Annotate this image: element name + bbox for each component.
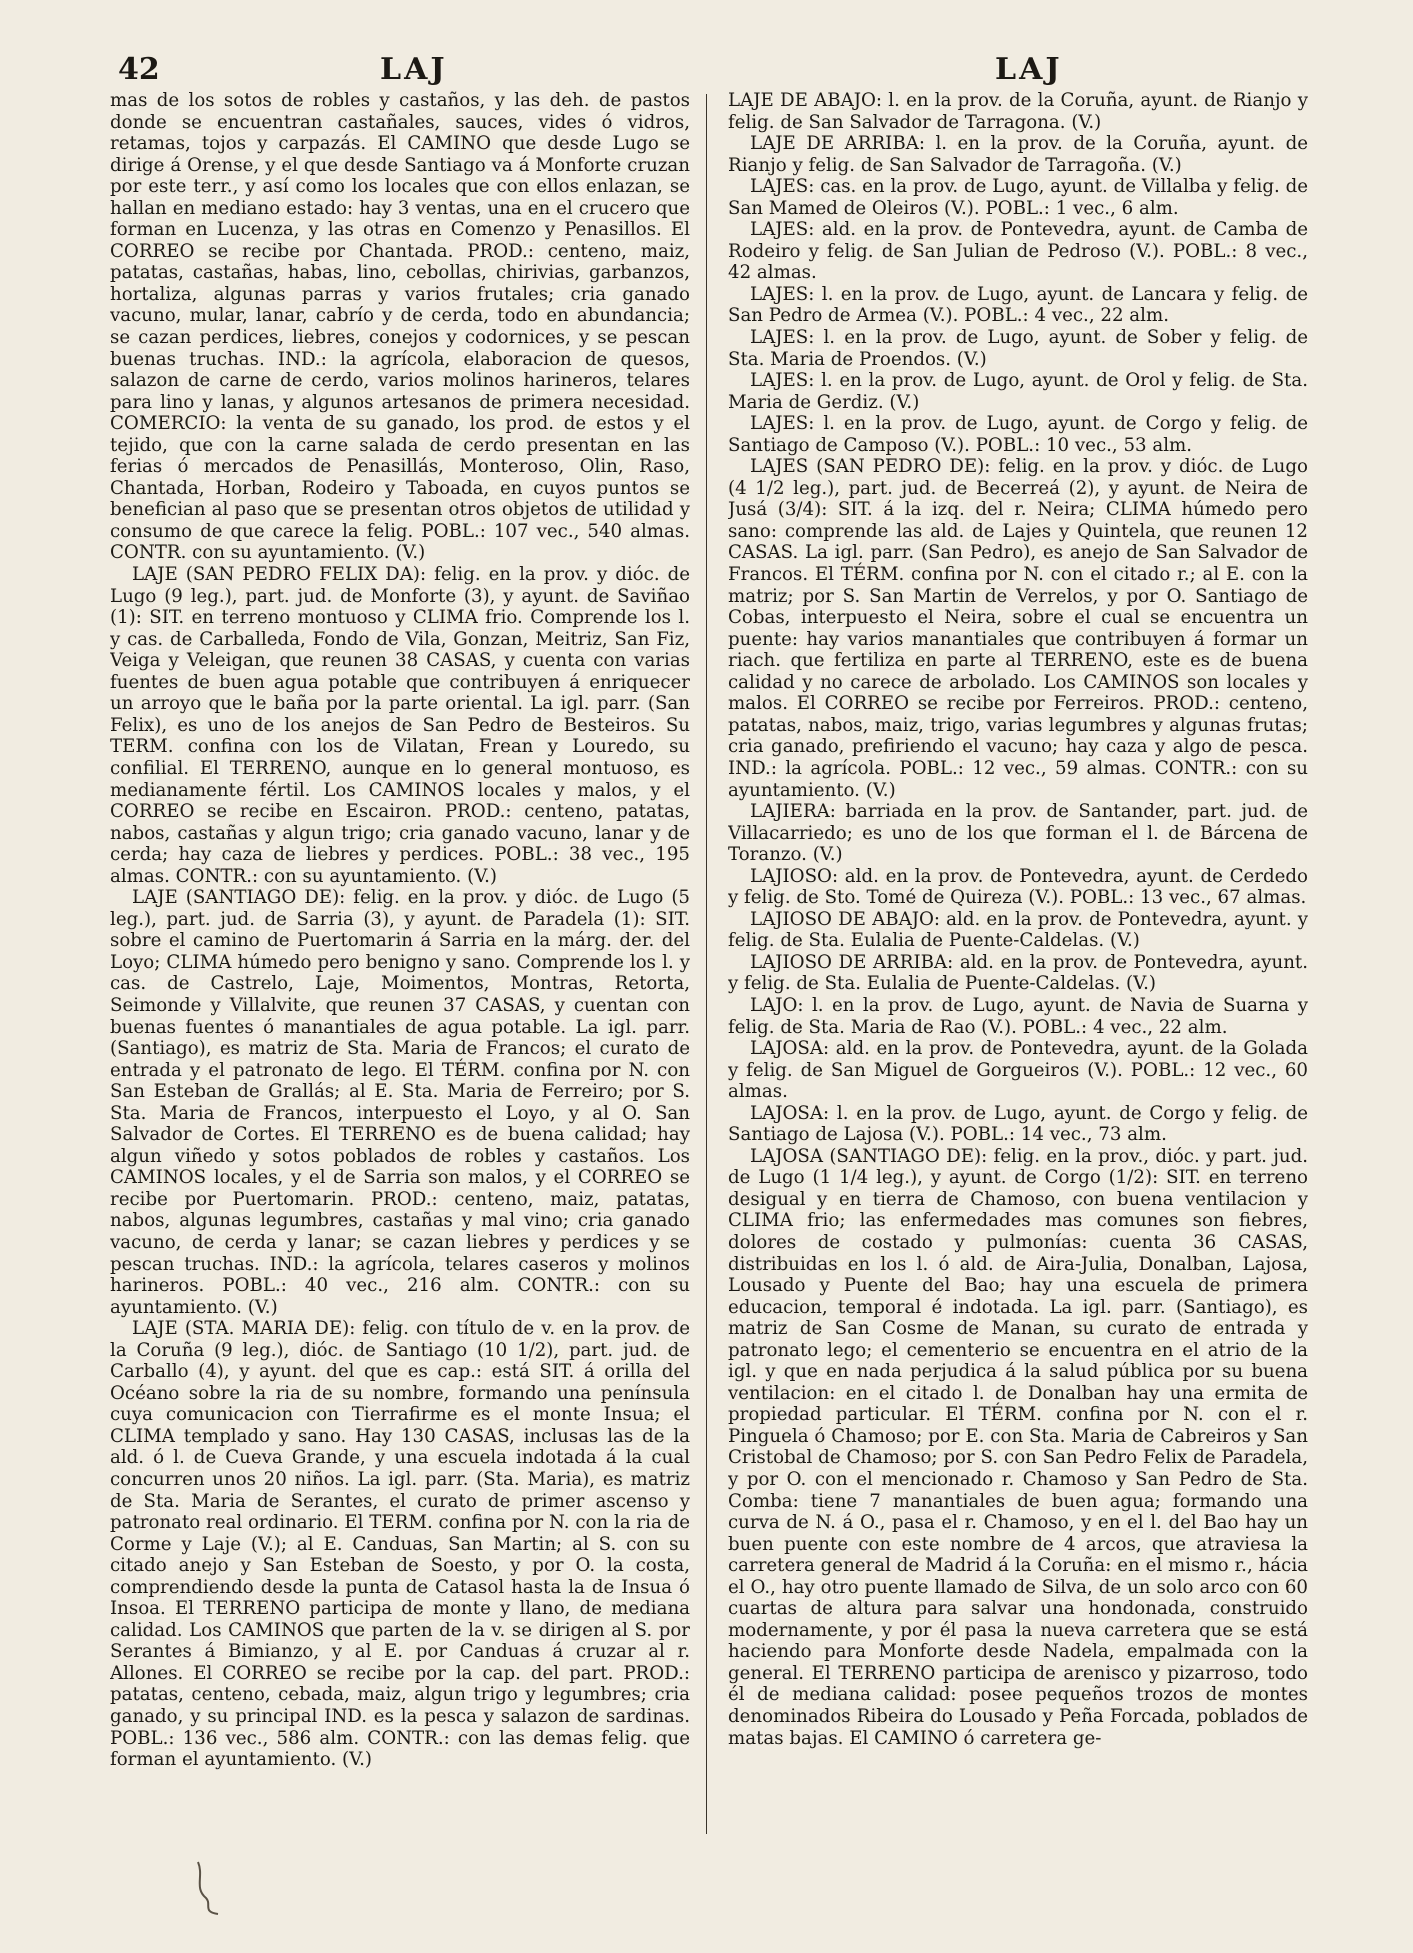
right-column (728, 90, 1308, 1810)
entry-laje-san-pedro-felix: LAJE (SAN PEDRO FELIX DA): felig. en la prov. y dióc. de Lugo (9 leg.), part. jud. de Monforte (3), y ayunt. de Saviñao (1): SIT. en terreno montuoso y CLIMA frio. Comprende los l. y cas. de Carballeda, Fondo de Vila, Gonzan, Meitriz, San Fiz, Veiga y Veleigan, que reunen 38 CASAS, y cuenta con varias fuentes de buen agua potable que contribuyen á enriquecer un arroyo que le baña por la parte oriental. La igl. parr. (San Felix), es uno de los anejos de San Pedro de Besteiros. Su TERM. confina con los de Vilatan, Frean y Louredo, su confilial. El TERRENO, aunque en lo general montuoso, es medianamente fértil. Los CAMINOS locales y malos, y el CORREO se recibe en Escairon. PROD.: centeno, patatas, nabos, castañas y algun trigo; cria ganado vacuno, lanar y de cerda; hay caza de liebres y perdices. POBL.: 38 vec., 195 almas. CONTR.: con su ayuntamiento. (V.) (110, 564, 690, 887)
entry-laje-santiago: LAJE (SANTIAGO DE): felig. en la prov. y dióc. de Lugo (5 leg.), part. jud. de Sarria (3), y ayunt. de Paradela (1): SIT. sobre el camino de Puertomarin á Sarria en la márg. der. del Loyo; CLIMA húmedo pero benigno y sano. Comprende los l. y cas. de Castrelo, Laje, Moimentos, Montras, Retorta, Seimonde y Villalvite, que reunen 37 CASAS, y cuentan con buenas fuentes ó manantiales de agua potable. La igl. parr. (Santiago), es matriz de Sta. Maria de Francos; el curato de entrada y el patronato de lego. El TÉRM. confina por N. con San Esteban de Grallás; al E. Sta. Maria de Ferreiro; por S. Sta. Maria de Francos, interpuesto el Loyo, y al O. San Salvador de Cortes. El TERRENO es de buena calidad; hay algun viñedo y sotos poblados de robles y castaños. Los CAMINOS locales, y el de Sarria son malos, y el CORREO se recibe por Puertomarin. PROD.: centeno, maiz, patatas, nabos, algunas legumbres, castañas y mal vino; cria ganado vacuno, de cerda y lanar; se cazan liebres y perdices y se pescan truchas. IND.: la agrícola, telares caseros y molinos harineros. POBL.: 40 vec., 216 alm. CONTR.: con su ayuntamiento. (V.) (110, 887, 690, 1318)
entry-lajioso-de-abajo: LAJIOSO DE ABAJO: ald. en la prov. de Pontevedra, ayunt. y felig. de Sta. Eulalia de Puente-Caldelas. (V.) (728, 908, 1308, 952)
entry-lajosa-santiago: LAJOSA (SANTIAGO DE): felig. en la prov., dióc. y part. jud. de Lugo (1 1/4 leg.), y ayunt. de Corgo (1/2): SIT. en terreno desigual y en tierra de Chamoso, con buena ventilacion y CLIMA frio; las enfermedades mas comunes son fiebres, dolores de costado y pulmonías: cuenta 36 CASAS, distribuidas en los l. ó ald. de Aira-Julia, Donalban, Lajosa, Lousado y Puente del Bao; hay una escuela de primera educacion, temporal é indotada. La igl. parr. (Santiago), es matriz de San Cosme de Manan, su curato de entrada y patronato lego; el cementerio se encuentra en el atrio de la igl. y que en nada perjudica á la salud pública por su buena ventilacion: en el citado l. de Donalban hay una ermita de propiedad particular. El TÉRM. confina por N. con el r. Pinguela ó Chamoso; por E. con Sta. Maria de Cabreiros y San Cristobal de Chamoso; por S. con San Pedro Felix de Paradela, y por O. con el mencionado r. Chamoso y San Pedro de Sta. Comba: tiene 7 manantiales de buen agua; formando una curva de N. á O., pasa el r. Chamoso, y en el l. del Bao hay un buen puente con este nombre de 4 arcos, que atraviesa la carretera general de Madrid á la Coruña: en el mismo r., hácia el O., hay otro puente llamado de Silva, de un solo arco con 60 cuartas de altura para salvar una hondonada, construido modernamente, y por él pasa la nueva carretera que se está haciendo para Monforte desde Nadela, empalmada con la general. El TERRENO participa de arenisco y pizarroso, todo él de mediana calidad: posee pequeños trozos de montes denominados Ribeira do Lousado y Peña Forcada, poblados de matas bajas. El CAMINO ó carretera ge- (728, 1145, 1308, 1749)
entry-lajiera: LAJIERA: barriada en la prov. de Santander, part. jud. de Villacarriedo; es uno de los que forman el l. de Bárcena de Toranzo. (V.) (728, 801, 1308, 866)
entry-laje-de-arriba: LAJE DE ARRIBA: l. en la prov. de la Coruña, ayunt. de Rianjo y felig. de San Salvador de Tarragoña. (V.) (728, 133, 1308, 176)
entry-lajes-camba: LAJES: ald. en la prov. de Pontevedra, ayunt. de Camba de Rodeiro y felig. de San Julian de Pedroso (V.). POBL.: 8 vec., 42 almas. (728, 219, 1308, 284)
entry-lajes-lancara: LAJES: l. en la prov. de Lugo, ayunt. de Lancara y felig. de San Pedro de Armea (V.). POBL.: 4 vec., 22 alm. (728, 283, 1308, 327)
entry-lajioso-de-arriba: LAJIOSO DE ARRIBA: ald. en la prov. de Pontevedra, ayunt. y felig. de Sta. Eulalia de Puente-Caldelas. (V.) (728, 951, 1308, 995)
entry-continuation: mas de los sotos de robles y castaños, y las deh. de pastos donde se encuentran castañales, sauces, vides ó vidros, retamas, tojos y carpazás. El CAMINO que desde Lugo se dirige á Orense, y el que desde Santiago va á Monforte cruzan por este terr., y así como los locales que con ellos enlazan, se hallan en mediano estado: hay 3 ventas, una en el crucero que forman en Lucenza, y las otras en Comenzo y Penasillos. El CORREO se recibe por Chantada. PROD.: centeno, maiz, patatas, castañas, habas, lino, cebollas, chirivias, garbanzos, hortaliza, algunas parras y varios frutales; cria ganado vacuno, mular, lanar, cabrío y de cerda, todo en abundancia; se cazan perdices, liebres, conejos y codornices, y se pescan buenas truchas. IND.: la agrícola, elaboracion de quesos, salazon de carne de cerdo, varios molinos harineros, telares para lino y lanas, y algunos artesanos de primera necesidad. COMERCIO: la venta de su ganado, los prod. de estos y el tejido, que con la carne salada de cerdo presentan en las ferias ó mercados de Penasillás, Monteroso, Olin, Raso, Chantada, Horban, Rodeiro y Taboada, en cuyos puntos se benefician al paso que se presentan otros objetos de utilidad y consumo de que carece la felig. POBL.: 107 vec., 540 almas. CONTR. con su ayuntamiento. (V.) (110, 90, 690, 564)
entry-laje-de-abajo: LAJE DE ABAJO: l. en la prov. de la Coruña, ayunt. de Rianjo y felig. de San Salvador de Tarragona. (V.) (728, 90, 1308, 133)
column-divider (706, 94, 707, 1834)
page-number: 42 (118, 52, 160, 87)
entry-lajes-villalba: LAJES: cas. en la prov. de Lugo, ayunt. de Villalba y felig. de San Mamed de Oleiros (V.). POBL.: 1 vec., 6 alm. (728, 176, 1308, 219)
running-head-right: LAJ (995, 52, 1063, 87)
entry-lajes-sober: LAJES: l. en la prov. de Lugo, ayunt. de Sober y felig. de Sta. Maria de Proendos. (V.) (728, 327, 1308, 370)
entry-lajioso: LAJIOSO: ald. en la prov. de Pontevedra, ayunt. de Cerdedo y felig. de Sto. Tomé de Quireza (V.). POBL.: 13 vec., 67 almas. (728, 865, 1308, 909)
entry-lajes-san-pedro: LAJES (SAN PEDRO DE): felig. en la prov. y dióc. de Lugo (4 1/2 leg.), part. jud. de Becerreá (2), y ayunt. de Neira de Jusá (3/4): SIT. á la izq. del r. Neira; CLIMA húmedo pero sano: comprende las ald. de Lajes y Quintela, que reunen 12 CASAS. La igl. parr. (San Pedro), es anejo de San Salvador de Francos. El TÉRM. confina por N. con el citado r.; al E. con la matriz; por S. San Martin de Verrelos, y por O. Santiago de Cobas, interpuesto el Neira, sobre el cual se encuentra un puente: hay varios manantiales que contribuyen á formar un riach. que fertiliza en parte al TERRENO, este es de buena calidad y no carece de arbolado. Los CAMINOS son locales y malos. El CORREO se recibe por Ferreiros. PROD.: centeno, patatas, nabos, maiz, trigo, varias legumbres y algunas frutas; cria ganado, prefiriendo el vacuno; hay caza y algo de pesca. IND.: la agrícola. POBL.: 12 vec., 59 almas. CONTR.: con su ayuntamiento. (V.) (728, 456, 1308, 801)
entry-lajosa-golada: LAJOSA: ald. en la prov. de Pontevedra, ayunt. de la Golada y felig. de San Miguel de Gorgueiros (V.). POBL.: 12 vec., 60 almas. (728, 1038, 1308, 1103)
entry-lajosa-corgo: LAJOSA: l. en la prov. de Lugo, ayunt. de Corgo y felig. de Santiago de Lajosa (V.). POBL.: 14 vec., 73 alm. (728, 1102, 1308, 1146)
ink-mark (190, 1858, 230, 1918)
entry-laje-sta-maria: LAJE (STA. MARIA DE): felig. con título de v. en la prov. de la Coruña (9 leg.), dióc. de Santiago (10 1/2), part. jud. de Carballo (4), y ayunt. del que es cap.: está SIT. á orilla del Océano sobre la ria de su nombre, formando una península cuya comunicacion con Tierrafirme es el monte Insua; el CLIMA templado y sano. Hay 130 CASAS, inclusas las de la ald. ó l. de Cueva Grande, y una escuela indotada á la cual concurren unos 20 niños. La igl. parr. (Sta. Maria), es matriz de Sta. Maria de Serantes, el curato de primer ascenso y patronato real ordinario. El TERM. confina por N. con la ria de Corme y Laje (V.); al E. Canduas, San Martin; al S. con su citado anejo y San Esteban de Soesto, y por O. la costa, comprendiendo desde la punta de Catasol hasta la de Insua ó Insoa. El TERRENO participa de monte y llano, de mediana calidad. Los CAMINOS que parten de la v. se dirigen al S. por Serantes á Bimianzo, y al E. por Canduas á cruzar al r. Allones. El CORREO se recibe por la cap. del part. PROD.: patatas, centeno, cebada, maiz, algun trigo y legumbres; cria ganado, y su principal IND. es la pesca y salazon de sardinas. POBL.: 136 vec., 586 alm. CONTR.: con las demas felig. que forman el ayuntamiento. (V.) (110, 1318, 690, 1771)
running-head-left: LAJ (380, 52, 448, 87)
entry-lajes-orol: LAJES: l. en la prov. de Lugo, ayunt. de Orol y felig. de Sta. Maria de Gerdiz. (V.) (728, 370, 1308, 413)
entry-lajo: LAJO: l. en la prov. de Lugo, ayunt. de Navia de Suarna y felig. de Sta. Maria de Rao (V.). POBL.: 4 vec., 22 alm. (728, 994, 1308, 1038)
entry-lajes-corgo: LAJES: l. en la prov. de Lugo, ayunt. de Corgo y felig. de Santiago de Camposo (V.). POBL.: 10 vec., 53 alm. (728, 413, 1308, 456)
running-header (0, 52, 1413, 92)
left-column (110, 90, 690, 1810)
